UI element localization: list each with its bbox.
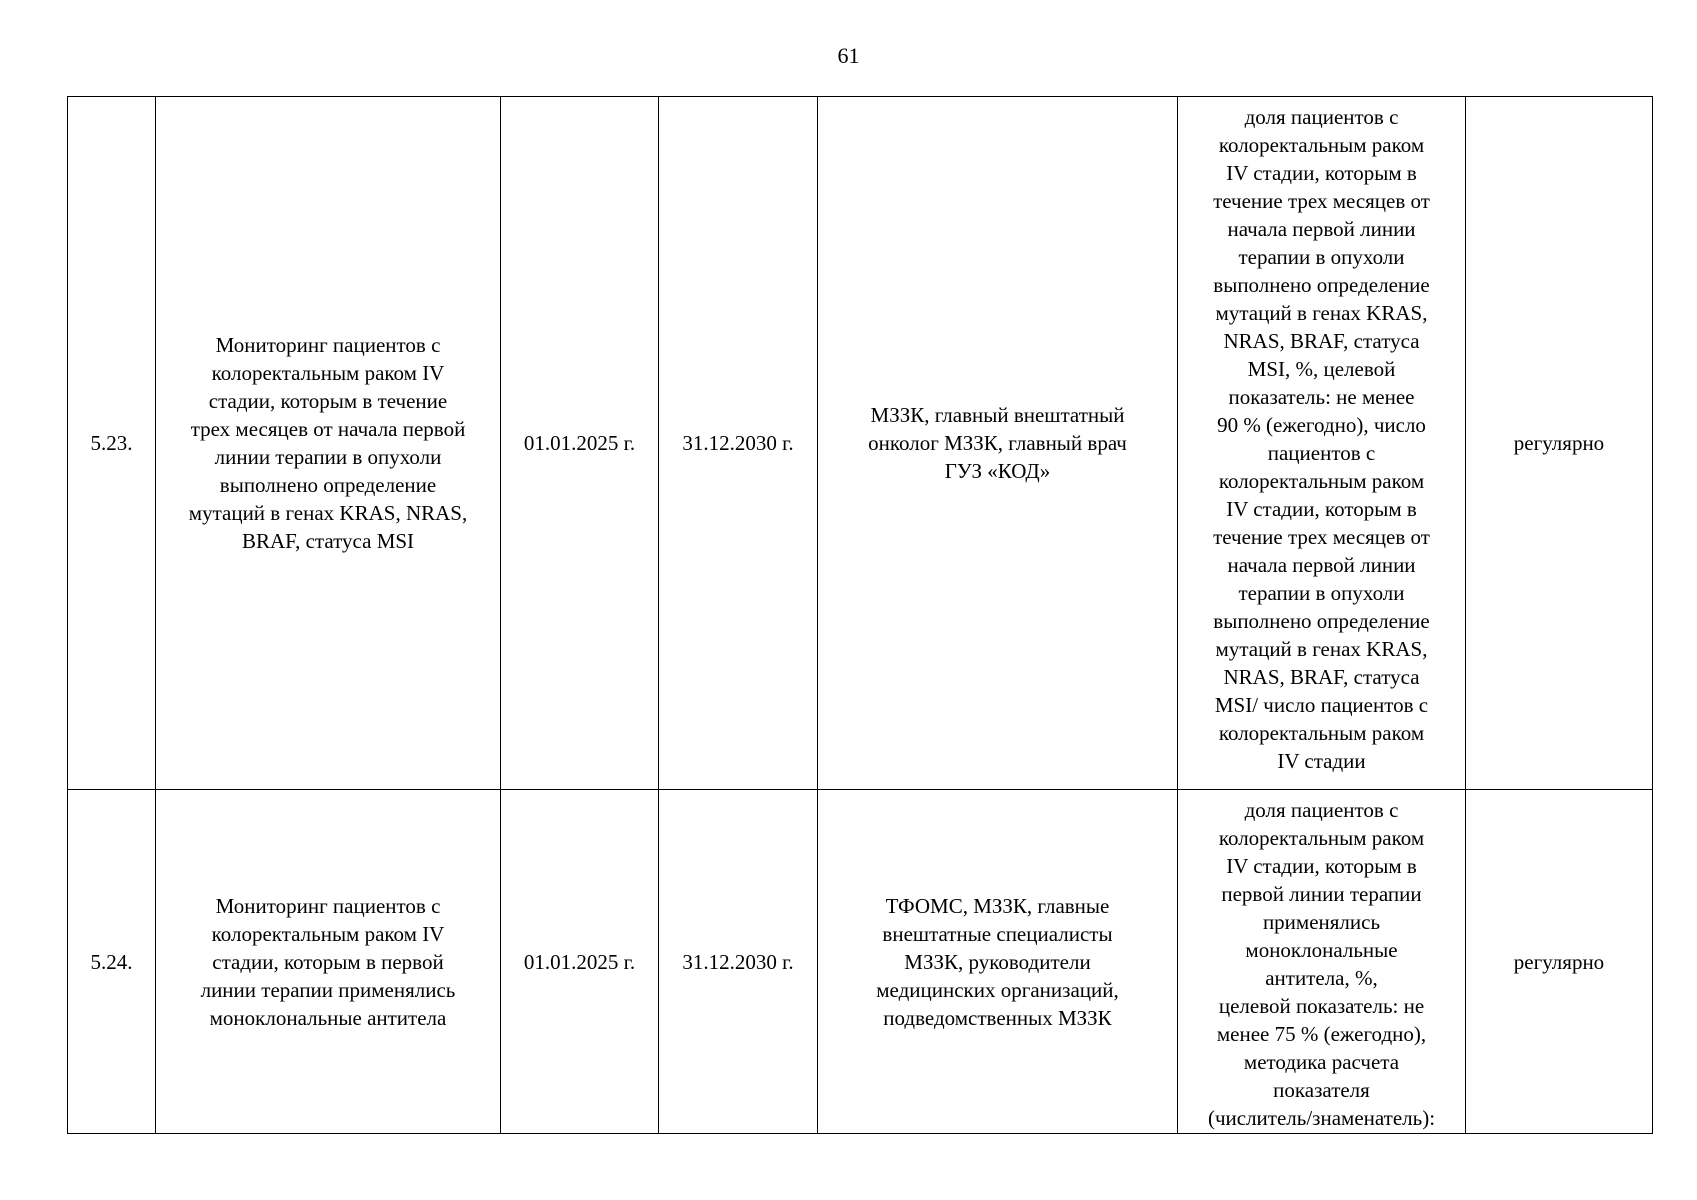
text-line: колоректальным раком bbox=[1218, 826, 1425, 850]
text-line: медицинских организаций, bbox=[876, 977, 1119, 1002]
text-line: ТФОМС, МЗЗК, главные bbox=[885, 893, 1110, 918]
item-number-cell: 5.23. bbox=[68, 97, 156, 790]
text-line: колоректальным раком IV bbox=[211, 921, 445, 946]
text-line: Мониторинг пациентов с bbox=[215, 333, 441, 357]
text-line: колоректальным раком IV bbox=[211, 361, 445, 385]
responsible-cell bbox=[818, 790, 1178, 1134]
text-line: моноклональные антитела bbox=[209, 1005, 447, 1030]
text-line: мутаций в генах KRAS, NRAS, bbox=[188, 501, 468, 525]
text-line: целевой показатель: не bbox=[1218, 994, 1425, 1018]
text-line: стадии, которым в первой bbox=[212, 949, 444, 974]
text-line: Мониторинг пациентов с bbox=[215, 893, 441, 918]
frequency-cell: регулярно bbox=[1466, 790, 1653, 1134]
text-line: начала первой линии bbox=[1227, 217, 1416, 241]
text-line: внештатные специалисты bbox=[882, 921, 1113, 946]
text-line: моноклональные bbox=[1245, 938, 1398, 962]
text-line: онколог МЗЗК, главный врач bbox=[868, 431, 1127, 455]
text-line: IV стадии, которым в bbox=[1226, 161, 1417, 185]
text-line: линии терапии в опухоли bbox=[214, 445, 442, 469]
measures-table bbox=[67, 96, 1653, 1134]
text-line: колоректальным раком bbox=[1218, 721, 1425, 745]
text-line: колоректальным раком bbox=[1218, 469, 1425, 493]
event-description-cell bbox=[156, 97, 501, 790]
text-line: методика расчета bbox=[1243, 1050, 1400, 1074]
text-line: менее 75 % (ежегодно), bbox=[1216, 1022, 1427, 1046]
responsible-cell bbox=[818, 97, 1178, 790]
event-description-cell bbox=[156, 790, 501, 1134]
start-date-cell: 01.01.2025 г. bbox=[501, 790, 659, 1134]
text-line: 90 % (ежегодно), число bbox=[1217, 413, 1426, 437]
text-line: IV стадии, которым в bbox=[1226, 497, 1417, 521]
text-line: доля пациентов с bbox=[1244, 798, 1399, 822]
start-date-cell: 01.01.2025 г. bbox=[501, 97, 659, 790]
text-line: применялись bbox=[1262, 910, 1381, 934]
text-line: трех месяцев от начала первой bbox=[190, 417, 466, 441]
indicator-cell bbox=[1178, 790, 1466, 1134]
text-line: выполнено определение bbox=[1213, 273, 1430, 297]
text-line: NRAS, BRAF, статуса bbox=[1223, 665, 1420, 689]
text-line: антитела, %, bbox=[1265, 966, 1378, 990]
text-line: терапии в опухоли bbox=[1238, 581, 1405, 605]
table-row bbox=[68, 790, 1653, 1134]
indicator-cell bbox=[1178, 97, 1466, 790]
text-line: терапии в опухоли bbox=[1238, 245, 1405, 269]
text-line: колоректальным раком bbox=[1218, 133, 1425, 157]
page-number: 61 bbox=[837, 43, 860, 68]
text-line: начала первой линии bbox=[1227, 553, 1416, 577]
text-line: пациентов с bbox=[1267, 441, 1376, 465]
text-line: NRAS, BRAF, статуса bbox=[1223, 329, 1420, 353]
text-line: выполнено определение bbox=[1213, 609, 1430, 633]
text-line: выполнено определение bbox=[219, 473, 437, 497]
text-line: (числитель/знаменатель): bbox=[1207, 1106, 1436, 1130]
text-line: MSI/ число пациентов с bbox=[1214, 693, 1429, 717]
text-line: подведомственных МЗЗК bbox=[883, 1005, 1112, 1030]
text-line: стадии, которым в течение bbox=[208, 389, 448, 413]
text-line: течение трех месяцев от bbox=[1213, 189, 1430, 213]
frequency-cell: регулярно bbox=[1466, 97, 1653, 790]
text-line: мутаций в генах KRAS, bbox=[1215, 301, 1428, 325]
text-line: ГУЗ «КОД» bbox=[944, 459, 1051, 483]
text-line: показателя bbox=[1273, 1078, 1370, 1102]
text-line: мутаций в генах KRAS, bbox=[1215, 637, 1428, 661]
end-date-cell: 31.12.2030 г. bbox=[659, 790, 818, 1134]
table-row bbox=[68, 97, 1653, 790]
item-number-cell: 5.24. bbox=[68, 790, 156, 1134]
text-line: доля пациентов с bbox=[1244, 105, 1399, 129]
text-line: показатель: не менее bbox=[1228, 385, 1415, 409]
text-line: течение трех месяцев от bbox=[1213, 525, 1430, 549]
text-line: МЗЗК, главный внештатный bbox=[870, 403, 1125, 427]
text-line: первой линии терапии bbox=[1221, 882, 1422, 906]
end-date-cell: 31.12.2030 г. bbox=[659, 97, 818, 790]
text-line: MSI, %, целевой bbox=[1247, 357, 1396, 381]
text-line: МЗЗК, руководители bbox=[904, 949, 1091, 974]
text-line: линии терапии применялись bbox=[200, 977, 456, 1002]
text-line: BRAF, статуса MSI bbox=[241, 529, 415, 553]
text-line: IV стадии, которым в bbox=[1226, 854, 1417, 878]
text-line: IV стадии bbox=[1277, 749, 1366, 773]
